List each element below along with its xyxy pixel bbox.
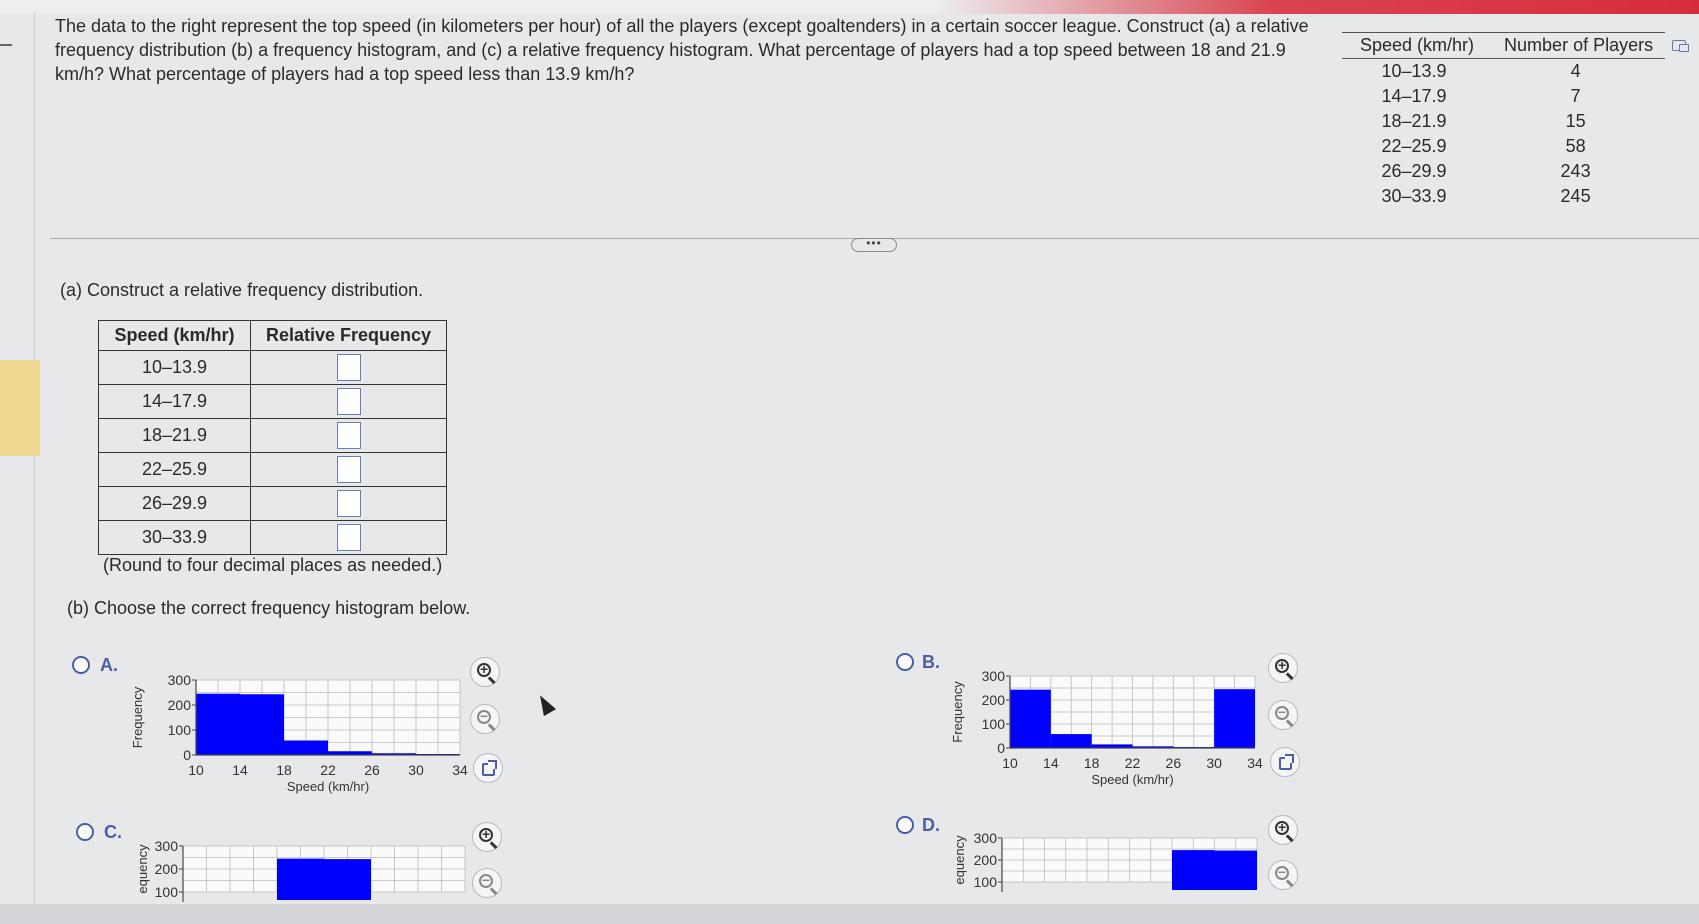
- given-header-players: Number of Players: [1486, 33, 1665, 59]
- histogram-bar: [1215, 851, 1258, 890]
- y-axis-label: equency: [135, 844, 150, 894]
- open-external-button-a[interactable]: [473, 753, 503, 783]
- answer-input[interactable]: [337, 388, 361, 415]
- y-tick-label: 100: [973, 874, 997, 890]
- top-accent-bar: [0, 0, 1699, 14]
- option-b-letter[interactable]: B.: [922, 652, 940, 672]
- x-tick-label: 10: [188, 762, 204, 778]
- zoom-out-button-b[interactable]: −: [1268, 700, 1298, 730]
- answer-input[interactable]: [337, 422, 361, 449]
- option-d-radio[interactable]: [896, 816, 914, 834]
- table-row: [1342, 59, 1665, 84]
- table-row: [1342, 134, 1665, 159]
- part-a-label: (a) Construct a relative frequency distribution.: [60, 280, 424, 300]
- histogram-bar: [1051, 734, 1092, 748]
- y-tick-label: 300: [973, 830, 997, 846]
- cell-speed: 30–33.9: [1381, 185, 1447, 206]
- histogram-bar: [196, 694, 240, 755]
- table-row: [99, 453, 447, 487]
- table-row: [1342, 184, 1665, 209]
- y-axis-label: Frequency: [130, 686, 145, 749]
- cell-count: 15: [1565, 110, 1586, 131]
- x-axis-label: Speed (km/hr): [286, 779, 370, 794]
- histogram-bar: [1010, 690, 1051, 748]
- cell-speed: 14–17.9: [99, 385, 251, 419]
- zoom-in-button-b[interactable]: +: [1268, 653, 1298, 683]
- left-margin-dash: [0, 44, 12, 46]
- option-c-radio[interactable]: [76, 823, 94, 841]
- x-tick-label: 18: [276, 762, 292, 778]
- x-tick-label: 14: [1043, 755, 1059, 771]
- x-tick-label: 34: [1247, 755, 1263, 771]
- x-tick-label: 30: [1206, 755, 1222, 771]
- cell-speed: 26–29.9: [1381, 160, 1447, 181]
- answer-input[interactable]: [337, 456, 361, 483]
- zoom-out-button-d[interactable]: −: [1268, 860, 1298, 890]
- table-row: [99, 419, 447, 453]
- histogram-bar: [277, 859, 324, 900]
- histogram-bar: [284, 741, 328, 756]
- cell-speed: 10–13.9: [99, 351, 251, 385]
- option-a-letter[interactable]: A.: [100, 655, 118, 675]
- histogram-option-a: [130, 670, 470, 800]
- histogram-bar: [240, 694, 284, 755]
- x-tick-label: 26: [1165, 755, 1182, 771]
- y-tick-label: 300: [981, 668, 1005, 684]
- zoom-in-button-c[interactable]: +: [472, 822, 502, 852]
- zoom-in-button-d[interactable]: +: [1268, 815, 1298, 845]
- y-tick-label: 200: [981, 692, 1005, 708]
- y-tick-label: 200: [973, 852, 997, 868]
- table-row: [99, 351, 447, 385]
- open-external-button-b[interactable]: [1270, 747, 1300, 777]
- y-tick-label: 200: [154, 861, 178, 877]
- x-tick-label: 18: [1083, 755, 1100, 771]
- option-b-radio[interactable]: [896, 653, 914, 671]
- cell-count: 245: [1560, 185, 1591, 206]
- x-tick-label: 10: [1002, 755, 1018, 771]
- y-tick-label: 100: [154, 884, 178, 900]
- y-tick-label: 300: [167, 672, 191, 688]
- relative-frequency-table: [98, 320, 447, 555]
- option-c-letter[interactable]: C.: [104, 822, 122, 842]
- x-tick-label: 26: [364, 762, 380, 778]
- cell-speed: 30–33.9: [99, 521, 251, 555]
- table-row: [1342, 109, 1665, 134]
- table-row: [99, 385, 447, 419]
- y-tick-label: 0: [997, 740, 1005, 756]
- cell-count: 4: [1570, 60, 1581, 81]
- table-row: [99, 487, 447, 521]
- cell-count: 243: [1560, 160, 1591, 181]
- histogram-option-d: [952, 828, 1267, 896]
- x-tick-label: 30: [408, 762, 424, 778]
- x-tick-label: 14: [232, 762, 248, 778]
- cell-speed: 10–13.9: [1381, 60, 1447, 81]
- y-tick-label: 200: [167, 697, 191, 713]
- x-axis-label: Speed (km/hr): [1091, 772, 1174, 787]
- rf-header-speed: Speed (km/hr): [99, 321, 251, 351]
- cell-speed: 22–25.9: [99, 453, 251, 487]
- option-a-radio[interactable]: [72, 656, 90, 674]
- cell-count: 7: [1570, 85, 1581, 106]
- y-axis-label: equency: [952, 835, 967, 885]
- histogram-option-c: [135, 836, 470, 904]
- given-header-speed: Speed (km/hr): [1342, 33, 1486, 59]
- rf-header-relfreq: Relative Frequency: [251, 321, 447, 351]
- x-tick-label: 22: [320, 762, 336, 778]
- zoom-in-button-a[interactable]: +: [470, 657, 500, 687]
- cell-count: 58: [1565, 135, 1586, 156]
- x-tick-label: 34: [452, 762, 468, 778]
- histogram-bar: [1214, 689, 1255, 748]
- cell-speed: 18–21.9: [1381, 110, 1447, 131]
- y-tick-label: 100: [167, 722, 191, 738]
- y-tick-label: 0: [183, 747, 191, 763]
- mouse-cursor: [534, 692, 556, 716]
- cell-speed: 22–25.9: [1381, 135, 1447, 156]
- bottom-edge: [0, 904, 1699, 924]
- zoom-out-button-c[interactable]: −: [472, 868, 502, 898]
- y-axis-label: Frequency: [950, 681, 965, 743]
- table-row: [99, 521, 447, 555]
- y-tick-label: 300: [154, 838, 178, 854]
- histogram-option-b: [950, 666, 1265, 796]
- cell-speed: 14–17.9: [1381, 85, 1447, 106]
- table-row: [1342, 84, 1665, 109]
- left-margin-rule: [34, 12, 35, 924]
- side-highlight-tab: [0, 360, 40, 456]
- answer-input[interactable]: [337, 354, 361, 381]
- cell-speed: 18–21.9: [99, 419, 251, 453]
- rounding-note: (Round to four decimal places as needed.): [103, 555, 443, 575]
- y-tick-label: 100: [981, 716, 1005, 732]
- table-row: [1342, 159, 1665, 184]
- histogram-bar: [324, 859, 371, 900]
- answer-input[interactable]: [337, 490, 361, 517]
- part-b-label: (b) Choose the correct frequency histogram below.: [67, 598, 471, 618]
- given-data-table: [1342, 32, 1665, 209]
- copy-data-icon[interactable]: [1672, 40, 1686, 51]
- option-d-letter[interactable]: D.: [922, 815, 940, 835]
- cell-speed: 26–29.9: [99, 487, 251, 521]
- answer-input[interactable]: [337, 524, 361, 551]
- x-tick-label: 22: [1124, 755, 1141, 771]
- zoom-out-button-a[interactable]: −: [470, 704, 500, 734]
- question-text: The data to the right represent the top speed (in kilometers per hour) of all the players (except goaltenders) in a certain soccer league. Construct (a) a relative frequency distribution (b) a frequency histogram, and (c) a relative frequency histogram. What percentage of players had a top speed between 18 and 21.9 km/h? What percentage of players had a top speed less than 13.9 km/h?: [55, 16, 1309, 84]
- histogram-bar: [1172, 850, 1215, 890]
- more-button[interactable]: •••: [851, 238, 897, 252]
